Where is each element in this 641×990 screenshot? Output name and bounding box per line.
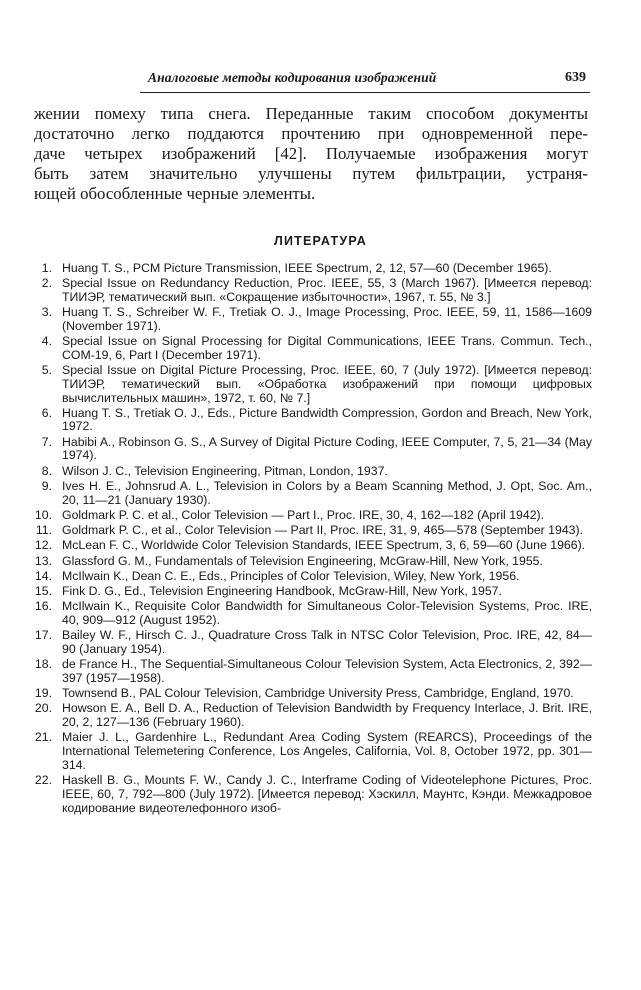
- reference-item: [14, 335, 592, 362]
- reference-number: 9.: [41, 478, 52, 493]
- reference-text: Huang T. S., PCM Picture Transmission, IEEE Spectrum, 2, 12, 57—60 (December 1965).: [62, 261, 552, 275]
- reference-item: [14, 539, 592, 553]
- reference-text: Bailey W. F., Hirsch C. J., Quadrature Cross Talk in NTSC Color Television, Proc. IRE, 42, 84—90 (January 1954).: [62, 628, 592, 657]
- reference-number: 19.: [34, 686, 52, 701]
- reference-item: [14, 524, 592, 538]
- page-number: 639: [565, 70, 586, 85]
- reference-text: Goldmark P. C., et al., Color Television — Part II, Proc. IRE, 31, 9, 465—578 (September 1943).: [62, 523, 584, 538]
- reference-item: [14, 509, 592, 523]
- reference-item: [14, 555, 592, 569]
- reference-number: 12.: [34, 538, 52, 553]
- reference-item: [14, 629, 592, 656]
- body-paragraph: [34, 104, 588, 204]
- reference-text: Huang T. S., Schreiber W. F., Tretiak O. J., Image Processing, Proc. IEEE, 59, 11, 1586—1609 (November 1971).: [62, 305, 592, 333]
- reference-number: 10.: [34, 507, 52, 522]
- reference-number: 1.: [41, 261, 52, 275]
- reference-text: Glassford G. M., Fundamentals of Television Engineering, McGraw-Hill, New York, 1955.: [62, 553, 543, 568]
- running-title: Аналоговые методы кодирования изображений: [148, 70, 437, 85]
- reference-item: [14, 687, 592, 701]
- reference-item: [14, 480, 592, 507]
- reference-list: [14, 262, 592, 817]
- reference-number: 8.: [41, 463, 52, 478]
- body-line: достаточно легко поддаются прочтению при одновременной пере-: [34, 124, 588, 143]
- body-line: быть затем значительно улучшены путем фильтрации, устраня-: [34, 164, 588, 183]
- reference-number: 18.: [34, 657, 52, 672]
- reference-text: Special Issue on Digital Picture Processing, Proc. IEEE, 60, 7 (July 1972). [Имеется перевод: ТИИЭР, тематический вып. «Обработка изображений при помощи цифровых вычислительных машин», 1972, т. 60, № 7.]: [62, 363, 592, 405]
- reference-item: [14, 658, 592, 685]
- reference-item: [14, 702, 592, 729]
- reference-text: Haskell B. G., Mounts F. W., Candy J. C., Interframe Coding of Videotelephone Pictures, Proc. IEEE, 60, 7, 792—800 (July 1972). [Имеется перевод: Хэскилл, Маунтс, Кэнди. Межкадровое кодирование видеотелефонного изоб-: [62, 773, 592, 815]
- reference-text: McIlwain K., Requisite Color Bandwidth for Simultaneous Color-Television Systems, Proc. IRE, 40, 909—912 (August 1952).: [62, 599, 592, 628]
- reference-number: 6.: [41, 405, 52, 420]
- reference-text: Goldmark P. C. et al., Color Television — Part I., Proc. IRE, 30, 4, 162—182 (April 1942).: [62, 507, 545, 522]
- reference-text: Townsend B., PAL Colour Television, Cambridge University Press, Cambridge, England, 1970.: [62, 686, 574, 701]
- reference-item: [14, 465, 592, 479]
- reference-number: 22.: [34, 773, 52, 788]
- reference-number: 3.: [41, 305, 52, 320]
- reference-text: Special Issue on Signal Processing for Digital Communications, IEEE Trans. Commun. Tech., COM-19, 6, Part I (December 1971).: [62, 334, 592, 362]
- reference-item: [14, 407, 592, 434]
- reference-number: 16.: [34, 599, 52, 614]
- reference-number: 5.: [41, 363, 52, 378]
- reference-item: [14, 731, 592, 772]
- running-header: [140, 68, 590, 93]
- reference-number: 4.: [41, 334, 52, 349]
- reference-item: [14, 277, 592, 304]
- reference-number: 20.: [34, 701, 52, 716]
- reference-number: 21.: [34, 730, 52, 745]
- reference-item: [14, 262, 592, 276]
- reference-text: de France H., The Sequential-Simultaneous Colour Television System, Acta Electronics, 2, 392—397 (1957—1958).: [62, 657, 592, 685]
- reference-number: 2.: [41, 276, 52, 291]
- reference-item: [14, 600, 592, 627]
- body-line: ющей обособленные черные элементы.: [34, 184, 316, 203]
- body-line: даче четырех изображений [42]. Получаемые изображения могут: [34, 144, 588, 163]
- reference-number: 17.: [34, 628, 52, 643]
- reference-text: McIlwain K., Dean C. E., Eds., Principles of Color Television, Wiley, New York, 1956.: [62, 568, 520, 583]
- reference-number: 7.: [41, 434, 52, 449]
- reference-text: Maier J. L., Gardenhire L., Redundant Area Coding System (REARCS), Proceedings of the International Telemetering Conference, Los Angeles, California, Vol. 8, October 1972, pp. 301—314.: [62, 730, 592, 772]
- reference-number: 11.: [35, 523, 52, 538]
- reference-item: [14, 774, 592, 815]
- reference-text: Fink D. G., Ed., Television Engineering Handbook, McGraw-Hill, New York, 1957.: [62, 584, 502, 599]
- reference-text: Ives H. E., Johnsrud A. L., Television in Colors by a Beam Scanning Method, J. Opt, Soc. Am., 20, 11—21 (January 1930).: [62, 478, 592, 507]
- reference-item: [14, 364, 592, 405]
- reference-item: [14, 585, 592, 599]
- reference-text: Habibi A., Robinson G. S., A Survey of Digital Picture Coding, IEEE Computer, 7, 5, 21—34 (May 1974).: [62, 434, 592, 463]
- reference-number: 13.: [34, 553, 52, 568]
- reference-text: Special Issue on Redundancy Reduction, Proc. IEEE, 55, 3 (March 1967). [Имеется перевод: ТИИЭР, тематический вып. «Сокращение избыточности», 1967, т. 55, № 3.]: [62, 276, 592, 304]
- body-line: жении помеху типа снега. Переданные таким способом документы: [34, 104, 588, 123]
- reference-item: [14, 436, 592, 463]
- section-title: ЛИТЕРАТУРА: [273, 234, 368, 248]
- reference-text: Wilson J. C., Television Engineering, Pitman, London, 1937.: [62, 463, 388, 478]
- reference-number: 15.: [34, 584, 52, 599]
- reference-number: 14.: [34, 568, 52, 583]
- reference-item: [14, 570, 592, 584]
- reference-text: McLean F. C., Worldwide Color Television Standards, IEEE Spectrum, 3, 6, 59—60 (June 1966).: [62, 538, 586, 553]
- reference-item: [14, 306, 592, 333]
- reference-text: Huang T. S., Tretiak O. J., Eds., Picture Bandwidth Compression, Gordon and Breach, New York, 1972.: [62, 405, 592, 434]
- reference-text: Howson E. A., Bell D. A., Reduction of Television Bandwidth by Frequency Interlace, J. Brit. IRE, 20, 2, 127—136 (February 1960).: [62, 701, 592, 730]
